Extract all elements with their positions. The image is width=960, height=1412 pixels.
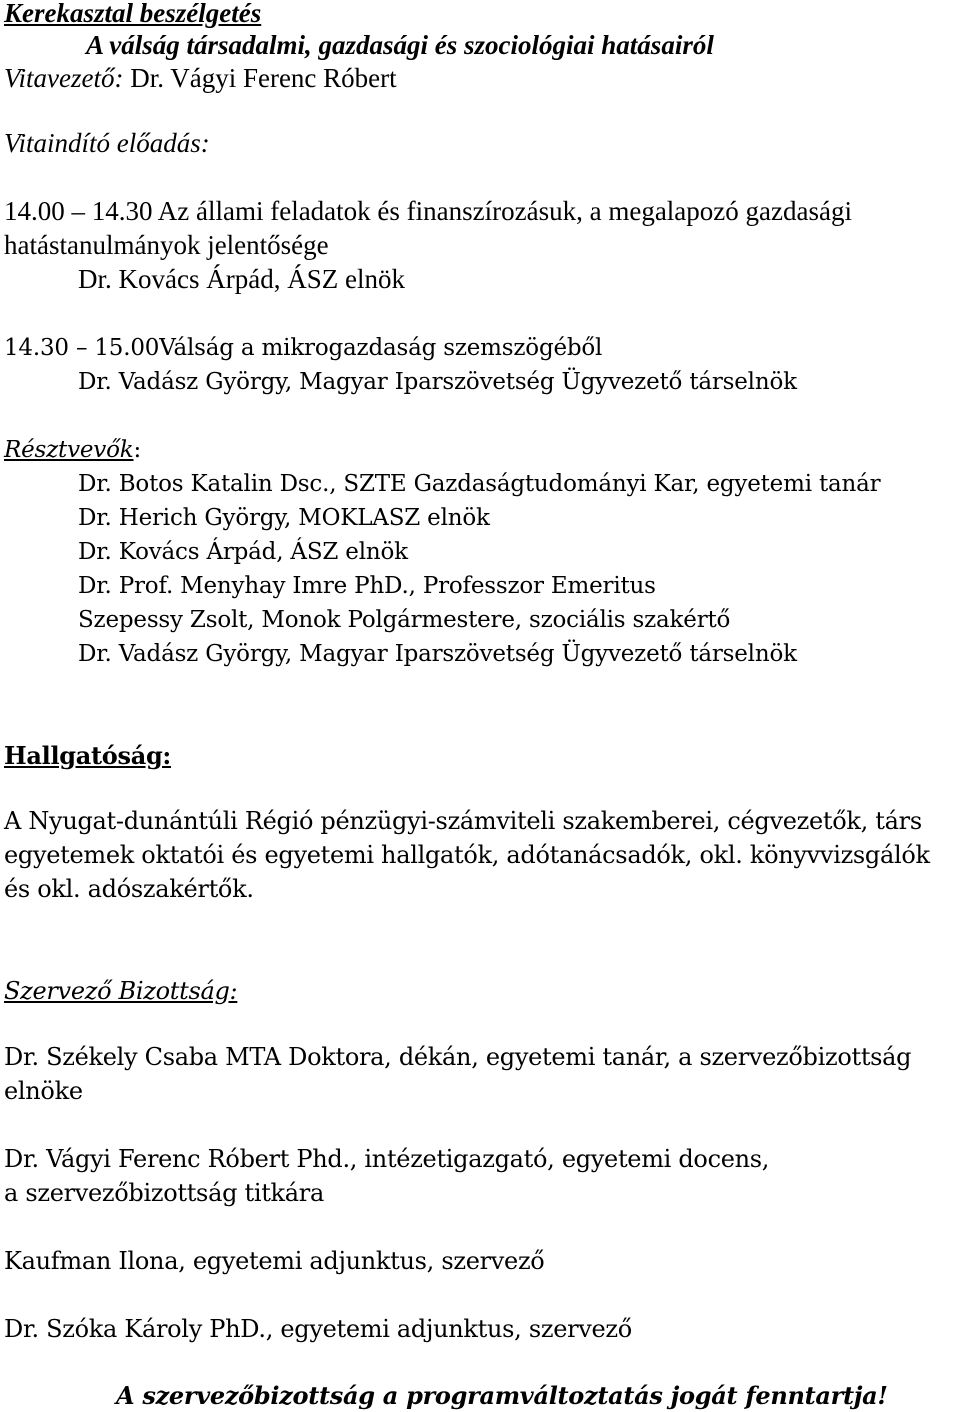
keynote-label: Vitaindító előadás: [4, 128, 210, 158]
moderator-line [4, 62, 397, 94]
audience-heading: Hallgatóság: [4, 741, 171, 770]
audience-text-line: és okl. adószakértők. [4, 875, 254, 903]
audience-text-line: A Nyugat-dunántúli Régió pénzügyi-számviteli szakemberei, cégvezetők, társ [4, 807, 922, 835]
committee-member-2: Dr. Vágyi Ferenc Róbert Phd., intézetigazgató, egyetemi docens, [4, 1145, 770, 1173]
participant-item: Dr. Vadász György, Magyar Iparszövetség Ügyvezető társelnök [78, 641, 797, 667]
committee-member-4: Dr. Szóka Károly PhD., egyetemi adjunktus, szervező [4, 1315, 632, 1343]
talk-1-title: Az állami feladatok és finanszírozásuk, a megalapozó gazdasági [157, 196, 852, 226]
committee-member-3: Kaufman Ilona, egyetemi adjunktus, szervező [4, 1247, 545, 1275]
talk-2-time: 14.30 – 15.00 [4, 335, 160, 361]
talk-2-title: Válság a mikrogazdaság szemszögéből [159, 335, 603, 361]
audience-text-line: egyetemek oktatói és egyetemi hallgatók, adótanácsadók, okl. könyvvizsgálók [4, 841, 930, 869]
committee-member-1-cont: elnöke [4, 1077, 83, 1105]
talk-2-line [4, 332, 602, 364]
talk-1-line [4, 195, 852, 227]
participants-label-line [4, 434, 141, 466]
moderator-label: Vitavezető: [4, 63, 124, 93]
roundtable-heading: Kerekasztal beszélgetés [4, 0, 262, 28]
committee-heading: Szervező Bizottság: [4, 977, 238, 1005]
roundtable-topic: A válság társadalmi, gazdasági és szociológiai hatásairól [86, 30, 714, 60]
talk-1-time: 14.00 – 14.30 [4, 196, 153, 226]
participant-item: Dr. Prof. Menyhay Imre PhD., Professzor Emeritus [78, 573, 656, 599]
participant-item: Dr. Kovács Árpád, ÁSZ elnök [78, 539, 408, 565]
participants-colon: : [133, 437, 142, 463]
talk-1-title-cont: hatástanulmányok jelentősége [4, 230, 329, 260]
talk-2-speaker: Dr. Vadász György, Magyar Iparszövetség Ügyvezető társelnök [78, 369, 797, 395]
talk-1-speaker: Dr. Kovács Árpád, ÁSZ elnök [78, 264, 405, 294]
participant-item: Dr. Herich György, MOKLASZ elnök [78, 505, 490, 531]
participant-item: Szepessy Zsolt, Monok Polgármestere, szociális szakértő [78, 607, 731, 633]
moderator-name: Dr. Vágyi Ferenc Róbert [123, 63, 397, 93]
participants-label: Résztvevők [4, 437, 134, 463]
committee-member-1: Dr. Székely Csaba MTA Doktora, dékán, egyetemi tanár, a szervezőbizottság [4, 1043, 912, 1071]
footer-note: A szervezőbizottság a programváltoztatás jogát fenntartja! [116, 1381, 888, 1410]
participant-item: Dr. Botos Katalin Dsc., SZTE Gazdaságtudományi Kar, egyetemi tanár [78, 471, 881, 497]
committee-member-2-cont: a szervezőbizottság titkára [4, 1179, 324, 1207]
